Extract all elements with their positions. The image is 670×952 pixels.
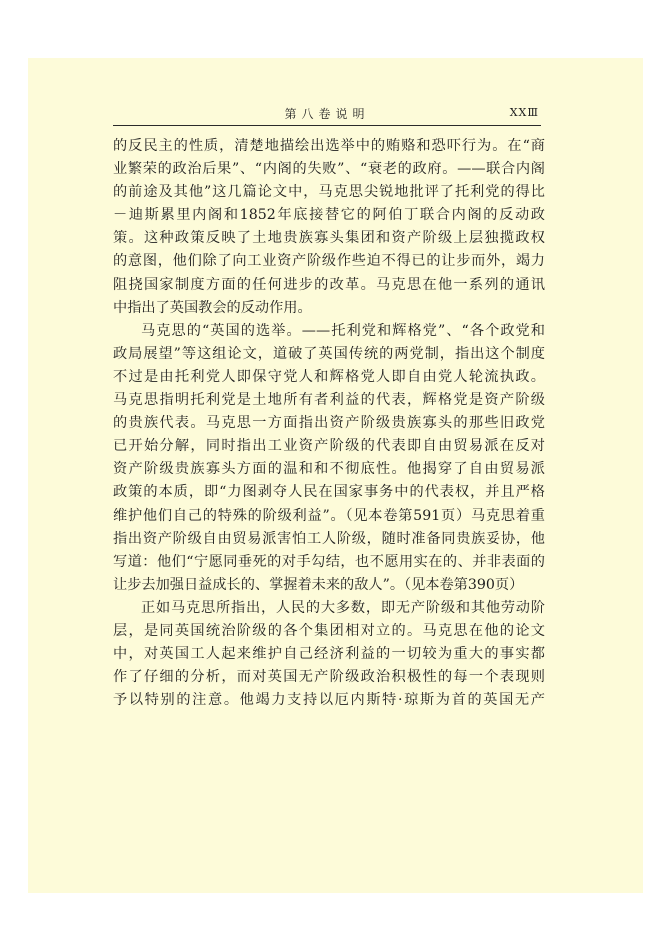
text-line: 指出资产阶级自由贸易派害怕工人阶级，随时准备同贵族妥协，他 xyxy=(113,530,545,547)
text-line: 马克思指明托利党是土地所有者利益的代表，辉格党是资产阶级 xyxy=(113,392,545,409)
text-line: 的意图，他们除了向工业资产阶级作些迫不得已的让步而外，竭力 xyxy=(113,253,545,270)
page-number: XXⅢ xyxy=(509,106,539,119)
text-line: 予以特别的注意。他竭力支持以厄内斯特·琼斯为首的英国无产 xyxy=(113,692,545,709)
text-line: －迪斯累里内阁和1852年底接替它的阿伯丁联合内阁的反动政 xyxy=(113,207,545,224)
text-line: 已开始分解，同时指出工业资产阶级的代表即自由贸易派在反对 xyxy=(113,438,545,455)
text-line: 政局展望”等这组论文，道破了英国传统的两党制，指出这个制度 xyxy=(113,345,545,362)
text-line: 作了仔细的分析，而对英国无产阶级政治积极性的每一个表现则 xyxy=(113,669,545,686)
paragraph-start-line: 正如马克思所指出，人民的大多数，即无产阶级和其他劳动阶 xyxy=(141,599,545,616)
text-line: 写道：他们“宁愿同垂死的对手勾结，也不愿用实在的、并非表面的 xyxy=(113,553,545,570)
header-title: 第八卷说明 xyxy=(284,107,370,121)
body-text xyxy=(113,135,545,712)
text-line: 的贵族代表。马克思一方面指出资产阶级贵族寡头的那些旧政党 xyxy=(113,415,545,432)
text-line: 业繁荣的政治后果”、“内阁的失败”、“衰老的政府。——联合内阁 xyxy=(113,161,545,178)
text-line: 中，对英国工人起来维护自己经济利益的一切较为重大的事实都 xyxy=(113,646,545,663)
paragraph-start-line: 马克思的“英国的选举。——托利党和辉格党”、“各个政党和 xyxy=(141,322,545,339)
text-line: 政策的本质，即“力图剥夺人民在国家事务中的代表权，并且严格 xyxy=(113,484,545,501)
text-line: 阻挠国家制度方面的任何进步的改革。马克思在他一系列的通讯 xyxy=(113,276,545,293)
text-line: 的前途及其他”这几篇论文中，马克思尖锐地批评了托利党的得比 xyxy=(113,184,545,201)
text-line: 中指出了英国教会的反动作用。 xyxy=(113,299,312,316)
text-line: 层，是同英国统治阶级的各个集团相对立的。马克思在他的论文 xyxy=(113,622,545,639)
text-line: 维护他们自己的特殊的阶级利益”。（见本卷第591页）马克思着重 xyxy=(113,507,545,524)
text-line: 不过是由托利党人即保守党人和辉格党人即自由党人轮流执政。 xyxy=(113,368,545,385)
text-line: 的反民主的性质，清楚地描绘出选举中的贿赂和恐吓行为。在“商 xyxy=(113,138,545,154)
text-line: 让步去加强日益成长的、掌握着未来的敌人”。（见本卷第390页） xyxy=(113,576,524,593)
running-header xyxy=(113,103,541,126)
text-line: 策。这种政策反映了土地贵族寡头集团和资产阶级上层独揽政权 xyxy=(113,230,545,247)
text-line: 资产阶级贵族寡头方面的温和和不彻底性。他揭穿了自由贸易派 xyxy=(113,461,545,478)
